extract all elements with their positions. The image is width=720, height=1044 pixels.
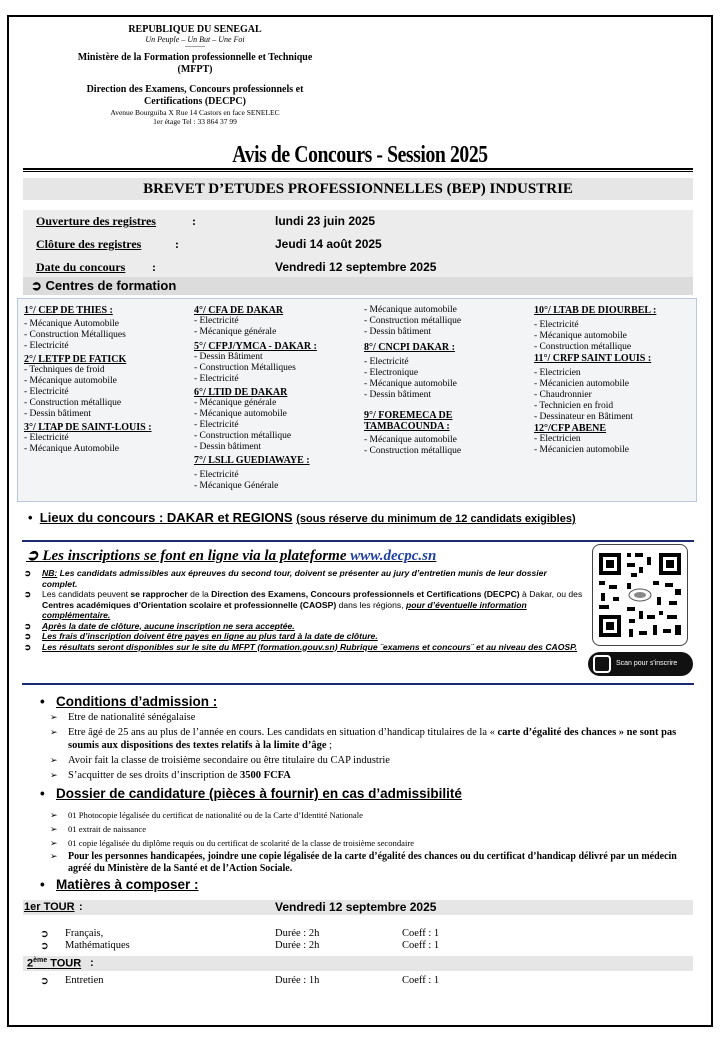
note-item <box>24 568 584 589</box>
centre-title: 9°/ FOREMECA DE TAMBACOUNDA : <box>364 410 453 432</box>
arrow-icon: ➲ <box>40 976 49 987</box>
tour2-bar <box>23 956 693 971</box>
dossier-list <box>50 809 700 874</box>
centre-item: - Electricité <box>24 387 69 397</box>
centre-item: - Electricité <box>24 341 69 351</box>
qr-code[interactable] <box>592 544 688 646</box>
subject-duree: Durée : 2h <box>275 940 320 951</box>
phone-icon <box>593 655 611 673</box>
centre-item: - Mécanique automobile <box>24 376 117 386</box>
centre-item: - Construction métallique <box>364 446 462 456</box>
decpc-name: Direction des Examens, Concours professionnels et Certifications (DECPC) <box>211 589 520 599</box>
list-item <box>50 769 700 782</box>
matieres-title-text: Matières à composer : <box>56 877 199 892</box>
dossier-handicap: Pour les personnes handicapées, joindre une copie légalisée de la carte d’égalité des chances ou du certificat d’handicap délivré par un médecin agréé du Ministère de la Santé et de l’Action Sociale. <box>68 851 677 874</box>
centre-item: - Mécanique générale <box>194 327 277 337</box>
note-item <box>24 621 584 632</box>
condition-text: S’acquitter de ses droits d’inscription de <box>68 770 238 781</box>
tour2-sup: ème <box>33 957 48 964</box>
scan-label: Scan pour s'inscrire <box>616 660 678 667</box>
centre-title: 3°/ LTAP DE SAINT-LOUIS : <box>24 422 152 433</box>
avis-title: Avis de Concours - Session 2025 <box>232 142 488 168</box>
tour1-date: Vendredi 12 septembre 2025 <box>275 900 437 914</box>
header-separator: ---------- <box>185 44 205 50</box>
lieux-sub: (sous réserve du minimum de 12 candidats exigibles) <box>296 513 576 525</box>
centre-item: - Mécanicien automobile <box>534 445 629 455</box>
condition-text: ; <box>326 740 333 751</box>
tour1-label: 1er TOUR <box>24 901 75 913</box>
decpc-link[interactable]: www.decpc.sn <box>350 548 437 564</box>
arrow-icon: ➲ <box>26 548 43 564</box>
subject-coeff: Coeff : 1 <box>402 940 440 951</box>
nb-label: NB: <box>42 568 58 578</box>
condition-text: Etre âgé de 25 ans au plus de l’année en cours. Les candidats en situation d’handicap titulaires de la « <box>68 727 495 738</box>
list-item <box>50 851 700 874</box>
centre-item: - Dessin bâtiment <box>364 327 432 337</box>
chevron-right-icon: ➢ <box>50 712 58 722</box>
note-text-emph: pour d’éventuelle information complémentaire. <box>42 599 527 620</box>
note-item <box>24 642 584 653</box>
centre-item: - Electricité <box>194 316 239 326</box>
centre-title: 11°/ CRFP SAINT LOUIS : <box>534 353 652 364</box>
chevron-right-icon: ➢ <box>50 727 58 737</box>
arrow-icon: ➲ <box>40 929 49 940</box>
tour2-label <box>27 957 81 970</box>
centre-item: - Construction métallique <box>364 316 462 326</box>
centre-item: - Electricité <box>534 320 579 330</box>
subject-duree: Durée : 1h <box>275 975 320 986</box>
subject-coeff: Coeff : 1 <box>402 928 440 939</box>
subject-name: Mathématiques <box>65 940 130 951</box>
centre-item: - Mécanique Automobile <box>24 319 119 329</box>
cloture-note: Après la date de clôture, aucune inscription ne sera acceptée. <box>42 620 295 631</box>
centre-item: - Mécanique Automobile <box>24 444 119 454</box>
address-line-2: 1er étage Tel : 33 864 37 99 <box>153 117 237 126</box>
centre-item: - Electricien <box>534 368 581 378</box>
letterhead <box>60 24 330 126</box>
note-text: dans les régions, <box>338 599 404 610</box>
caosp-name: Centres académiques d’Orientation scolaire et professionnelle (CAOSP) <box>42 599 337 610</box>
centre-item: - Electricité <box>24 433 69 443</box>
centre-title: 5°/ CFPJ/YMCA - DAKAR : <box>194 341 317 352</box>
chevron-right-icon: ➢ <box>50 824 58 834</box>
conditions-title <box>40 694 217 709</box>
address-line-1: Avenue Bourguiba X Rue 14 Castors en face SENELEC <box>110 108 280 117</box>
bep-title: BREVET D’ETUDES PROFESSIONNELLES (BEP) INDUSTRIE <box>23 178 693 200</box>
note-item <box>24 631 584 642</box>
inscriptions-notes <box>24 568 584 652</box>
ouverture-label: Ouverture des registres <box>36 214 156 228</box>
centre-item: - Mécanique générale <box>194 398 277 408</box>
centres-col-2 <box>194 305 349 492</box>
dossier-title-text: Dossier de candidature (pièces à fournir) en cas d’admissibilité <box>56 786 462 801</box>
centre-item: - Electricité <box>194 470 239 480</box>
chevron-right-icon: ➢ <box>50 838 58 848</box>
note-text-bold: se rapprocher <box>130 589 188 599</box>
centres-col-1 <box>24 305 179 455</box>
centre-item: - Electronique <box>364 368 419 378</box>
centre-item: - Electricien <box>534 434 581 444</box>
arrow-icon: ➲ <box>24 620 32 631</box>
centre-item: - Mécanique automobile <box>194 409 287 419</box>
inscriptions-title-text: Les inscriptions se font en ligne via la plateforme <box>42 548 347 564</box>
centre-item: - Chaudronnier <box>534 390 592 400</box>
dossier-title <box>40 786 462 801</box>
arrow-icon: ➲ <box>24 631 32 641</box>
subject-duree: Durée : 2h <box>275 928 320 939</box>
lieux-concours <box>28 510 576 525</box>
centre-item: - Dessin bâtiment <box>24 409 92 419</box>
centre-item: - Dessin bâtiment <box>194 442 262 452</box>
condition-text-bold: carte d’égalité des chances » ne sont pas soumis aux dispositions des textes relatifs à la limite d’âge <box>68 727 677 751</box>
arrow-icon: ➲ <box>24 589 32 599</box>
note-item <box>24 589 584 621</box>
centre-item: - Mécanique automobile <box>364 435 457 445</box>
tour2-label-text: TOUR <box>50 957 82 970</box>
list-item <box>50 711 700 724</box>
arrow-icon: ➲ <box>24 568 32 578</box>
qr-code-icon <box>593 545 687 645</box>
date-concours-value: Vendredi 12 septembre 2025 <box>275 260 437 274</box>
centre-title: 7°/ LSLL GUEDIAWAYE : <box>194 455 310 466</box>
centre-title: 2°/ LETFP DE FATICK <box>24 354 127 365</box>
tour2-num: 2 <box>27 957 34 970</box>
centre-item: - Techniques de froid <box>24 365 105 375</box>
list-item <box>50 754 700 767</box>
centres-header <box>23 277 693 295</box>
inscriptions-title <box>26 546 436 565</box>
arrow-icon: ➲ <box>31 278 46 293</box>
note-text: à Dakar, ou des <box>522 589 583 599</box>
centre-item: - Construction métallique <box>194 431 292 441</box>
list-item <box>50 726 700 752</box>
lieux-main: Lieux du concours : DAKAR et REGIONS <box>39 510 293 525</box>
centre-title: 1°/ CEP DE THIES : <box>24 305 113 316</box>
ouverture-colon: : <box>192 214 196 228</box>
centre-title: 4°/ CFA DE DAKAR <box>194 305 284 316</box>
centre-item: - Construction Métalliques <box>194 363 296 373</box>
fee-amount: 3500 FCFA <box>237 770 291 781</box>
list-item <box>50 809 700 821</box>
list-item <box>50 823 700 835</box>
dossier-item: 01 Photocopie légalisée du certificat de nationalité ou de la Carte d’Identité Nationale <box>68 810 363 820</box>
matieres-title <box>40 877 199 892</box>
arrow-icon: ➲ <box>40 941 49 952</box>
motto: Un Peuple – Un But – Une Foi <box>145 35 245 44</box>
avis-underline <box>23 168 693 172</box>
inscriptions-top-rule <box>22 540 694 542</box>
cloture-colon: : <box>175 237 179 251</box>
date-concours-colon: : <box>152 260 156 274</box>
centres-title: Centres de formation <box>45 278 177 293</box>
bullet-icon: • <box>40 786 45 801</box>
ouverture-value: lundi 23 juin 2025 <box>275 214 376 228</box>
dossier-item: 01 extrait de naissance <box>68 824 147 834</box>
centres-col-3 <box>364 305 519 457</box>
subject-name: Entretien <box>65 975 104 986</box>
dossier-item: 01 copie légalisée du diplôme requis ou du certificat de scolarité de la classe de troisième secondaire <box>68 838 415 848</box>
cloture-value: Jeudi 14 août 2025 <box>275 237 382 251</box>
inscriptions-bottom-rule <box>22 683 694 685</box>
date-concours-label: Date du concours <box>36 260 126 274</box>
bullet-icon: • <box>40 877 45 892</box>
frais-note: Les frais d’inscription doivent être payes en ligne au plus tard à la date de clôture. <box>42 631 378 641</box>
centre-item: - Mécanique automobile <box>364 305 457 315</box>
ministry-name: Ministère de la Formation professionnelle et Technique (MFPT) <box>77 52 313 75</box>
list-item <box>50 837 700 849</box>
cloture-label: Clôture des registres <box>36 237 142 251</box>
centre-item: - Mécanique automobile <box>534 331 627 341</box>
centre-item: - Electricité <box>194 374 239 384</box>
centre-title: 8°/ CNCPI DAKAR : <box>364 342 455 353</box>
republic-title: REPUBLIQUE DU SENEGAL <box>128 24 262 35</box>
tour2-colon: : <box>90 957 94 969</box>
arrow-icon: ➲ <box>24 641 32 652</box>
condition-text: Avoir fait la classe de troisième secondaire ou être titulaire du CAP industrie <box>68 755 390 766</box>
chevron-right-icon: ➢ <box>50 755 58 765</box>
resultats-note: Les résultats seront disponibles sur le site du MFPT (formation.gouv.sn) Rubrique ¨examens et concours¨ et au niveau des CAOSP. <box>42 641 578 652</box>
bullet-icon: • <box>28 510 33 525</box>
centre-item: - Construction métallique <box>534 342 632 352</box>
centre-title: 6°/ LTID DE DAKAR <box>194 387 288 398</box>
centre-item: - Technicien en froid <box>534 401 614 411</box>
direction-name: Direction des Examens, Concours professionnels et Certifications (DECPC) <box>86 84 304 107</box>
centre-item: - Mécanique automobile <box>364 379 457 389</box>
centre-item: - Construction Métalliques <box>24 330 126 340</box>
centre-item: - Electricité <box>364 357 409 367</box>
subject-coeff: Coeff : 1 <box>402 975 440 986</box>
centre-item: - Electricité <box>194 420 239 430</box>
bullet-icon: • <box>40 694 45 709</box>
centre-item: - Dessin bâtiment <box>364 390 432 400</box>
nb-text: Les candidats admissibles aux épreuves du second tour, doivent se présenter au jury d’entretien munis de leur dossier complet. <box>42 568 547 589</box>
centre-title: 12°/CFP ABENE <box>534 423 607 434</box>
subject-name: Français, <box>65 928 104 939</box>
centre-title: 10°/ LTAB DE DIOURBEL : <box>534 305 657 316</box>
tour1-colon: : <box>79 901 83 913</box>
note-text: de la <box>190 589 209 599</box>
centre-item: - Mécanicien automobile <box>534 379 629 389</box>
centre-item: - Dessinateur en Bâtiment <box>534 412 633 422</box>
note-text: Les candidats peuvent <box>42 589 129 599</box>
conditions-title-text: Conditions d’admission : <box>56 694 218 709</box>
centre-item: - Dessin Bâtiment <box>194 352 263 362</box>
centre-item: - Construction métallique <box>24 398 122 408</box>
centre-item: - Mécanique Générale <box>194 481 279 491</box>
chevron-right-icon: ➢ <box>50 851 58 861</box>
centres-col-4 <box>534 305 689 456</box>
conditions-list <box>50 711 700 782</box>
chevron-right-icon: ➢ <box>50 810 58 820</box>
condition-text: Etre de nationalité sénégalaise <box>68 712 196 723</box>
chevron-right-icon: ➢ <box>50 770 58 780</box>
